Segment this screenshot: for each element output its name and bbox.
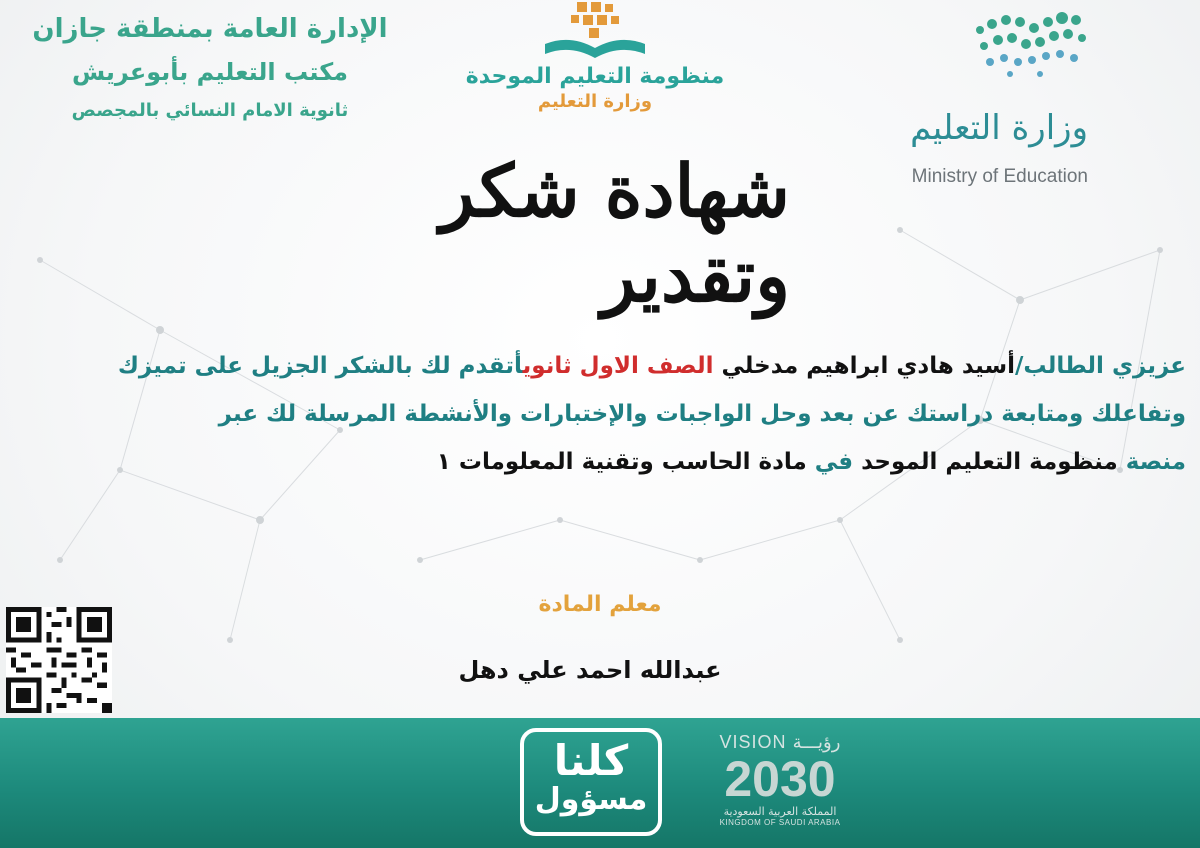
vision-kingdom-arabic: المملكة العربية السعودية bbox=[723, 805, 837, 818]
subject-name: مادة الحاسب وتقنية المعلومات ١ bbox=[436, 449, 807, 475]
certificate-title-calligraphy bbox=[350, 147, 790, 318]
vision-label: VISION رؤيـــة bbox=[719, 732, 841, 752]
ministry-subtitle: وزارة التعليم bbox=[537, 91, 653, 112]
in-word: في bbox=[814, 449, 854, 475]
teacher-name: عبدالله احمد علي دهل bbox=[458, 656, 722, 684]
unified-system-title: منظومة التعليم الموحدة bbox=[465, 64, 725, 89]
ministry-english-name: Ministry of Education bbox=[911, 166, 1088, 187]
directorate-title: الإدارة العامة بمنطقة جازان bbox=[32, 14, 388, 44]
ministry-arabic-name: وزارة التعليم bbox=[910, 108, 1088, 148]
certificate-title: شهادة شكر وتقدير bbox=[439, 147, 790, 318]
student-grade: الصف الاول ثانوي bbox=[522, 353, 714, 379]
student-name: أسيد هادي ابراهيم مدخلي bbox=[721, 353, 1015, 379]
certificate-body bbox=[0, 342, 1186, 486]
vision-2030-logo bbox=[700, 732, 860, 842]
vision-year: 2030 bbox=[724, 751, 836, 807]
vision-kingdom-english: KINGDOM OF SAUDI ARABIA bbox=[719, 818, 841, 827]
unified-education-logo bbox=[430, 0, 760, 150]
platform-word: منصة bbox=[1125, 449, 1186, 475]
kolna-masool-logo bbox=[520, 728, 662, 836]
qr-code bbox=[6, 607, 112, 713]
body-line-1 bbox=[0, 342, 1186, 390]
book-blocks-icon bbox=[535, 0, 655, 62]
platform-name: منظومة التعليم الموحد bbox=[861, 449, 1118, 475]
teacher-label: معلم المادة bbox=[538, 592, 662, 617]
kolna-line-2: مسؤول bbox=[534, 782, 648, 817]
school-name: ثانوية الامام النسائي بالمجصص bbox=[71, 100, 349, 121]
ministry-of-education-logo bbox=[850, 10, 1110, 190]
kolna-line-1: كلنا bbox=[553, 736, 629, 785]
office-title: مكتب التعليم بأبوعريش bbox=[71, 58, 349, 86]
ministry-dots-icon bbox=[970, 10, 1090, 90]
school-header bbox=[0, 8, 420, 121]
body-line-1-rest: أتقدم لك بالشكر الجزيل على تميزك bbox=[117, 353, 523, 379]
greeting: عزيزي الطالب/ bbox=[1015, 353, 1186, 379]
body-line-3 bbox=[0, 438, 1186, 486]
body-line-2: وتفاعلك ومتابعة دراستك عن بعد وحل الواجبات والإختبارات والأنشطة المرسلة لك عبر bbox=[218, 401, 1186, 427]
